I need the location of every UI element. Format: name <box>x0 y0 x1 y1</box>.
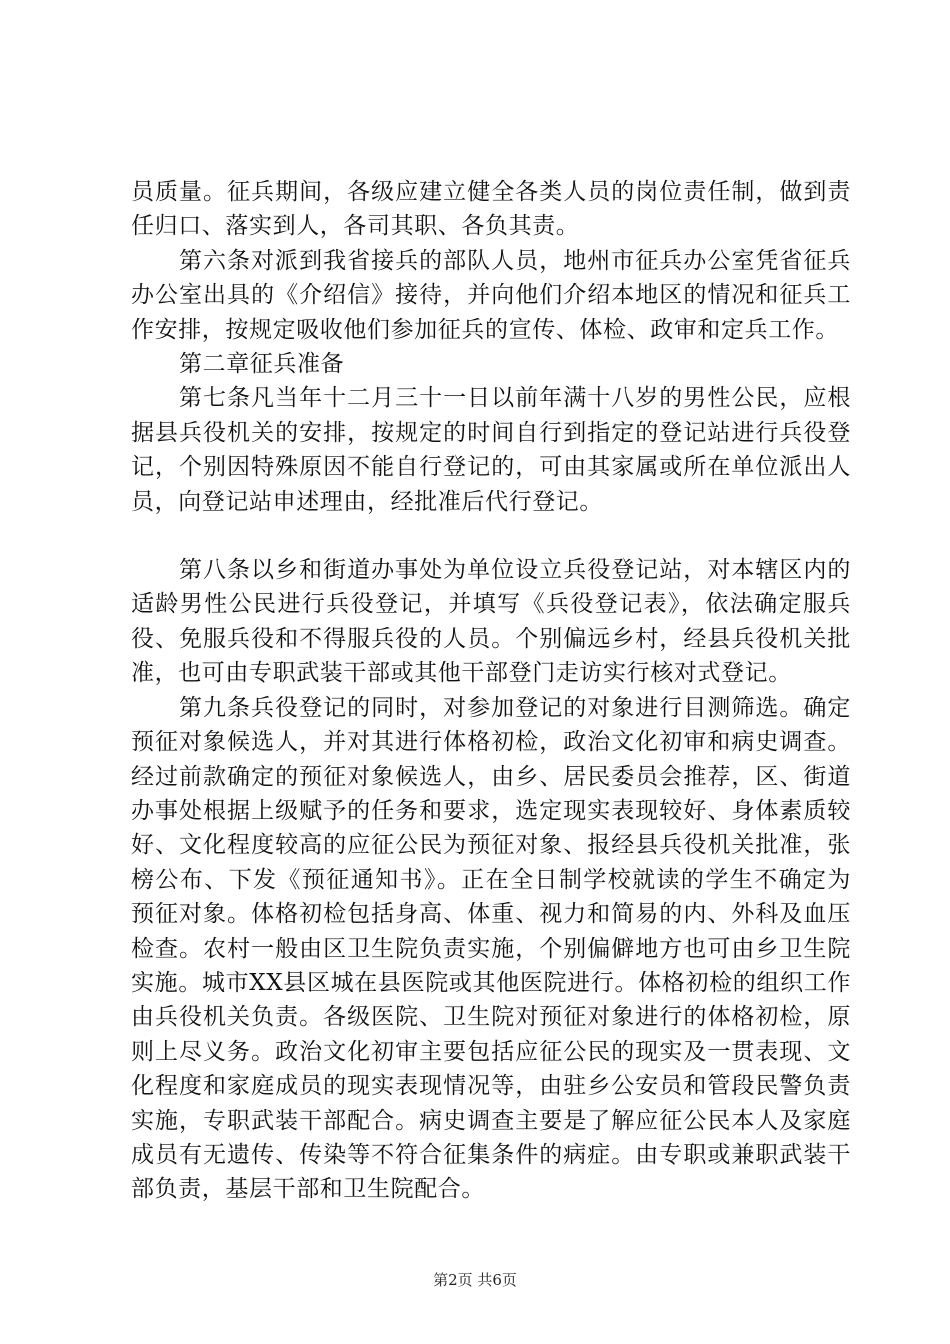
document-body <box>131 175 851 1207</box>
paragraph-continuation: 员质量。征兵期间，各级应建立健全各类人员的岗位责任制，做到责任归口、落实到人，各司其职、各负其责。 <box>131 179 851 240</box>
page-number-footer: 第2页 共6页 <box>433 1271 517 1289</box>
paragraph-article-9: 第九条兵役登记的同时，对参加登记的对象进行目测筛选。确定预征对象候选人，并对其进行体格初检，政治文化初审和病史调查。经过前款确定的预征对象候选人，由乡、居民委员会推荐，区、街道办事处根据上级赋予的任务和要求，选定现实表现较好、身体素质较好、文化程度较高的应征公民为预征对象、报经县兵役机关批准，张榜公布、下发《预征通知书》。正在全日制学校就读的学生不确定为预征对象。体格初检包括身高、体重、视力和简易的内、外科及血压检查。农村一般由区卫生院负责实施，个别偏僻地方也可由乡卫生院实施。城市XX县区城在县医院或其他医院进行。体格初检的组织工作由兵役机关负责。各级医院、卫生院对预征对象进行的体格初检，原则上尽义务。政治文化初审主要包括应征公民的现实及一贯表现、文化程度和家庭成员的现实表现情况等，由驻乡公安员和管段民警负责实施，专职武装干部配合。病史调查主要是了解应征公民本人及家庭成员有无遗传、传染等不符合征集条件的病症。由专职或兼职武装干部负责，基层干部和卫生院配合。 <box>131 694 851 1203</box>
paragraph-article-8: 第八条以乡和街道办事处为单位设立兵役登记站，对本辖区内的适龄男性公民进行兵役登记，并填写《兵役登记表》，依法确定服兵役、免服兵役和不得服兵役的人员。个别偏远乡村，经县兵役机关批准，也可由专职武装干部或其他干部登门走访实行核对式登记。 <box>131 557 851 687</box>
paragraph-article-6: 第六条对派到我省接兵的部队人员，地州市征兵办公室凭省征兵办公室出具的《介绍信》接待，并向他们介绍本地区的情况和征兵工作安排，按规定吸收他们参加征兵的宣传、体检、政审和定兵工作。 <box>131 247 851 343</box>
paragraph-article-7: 第七条凡当年十二月三十一日以前年满十八岁的男性公民，应根据县兵役机关的安排，按规定的时间自行到指定的登记站进行兵役登记，个别因特殊原因不能自行登记的，可由其家属或所在单位派出人员，向登记站申述理由，经批准后代行登记。 <box>131 385 851 515</box>
paragraph-gap <box>131 519 851 553</box>
chapter-heading: 第二章征兵准备 <box>179 351 345 378</box>
